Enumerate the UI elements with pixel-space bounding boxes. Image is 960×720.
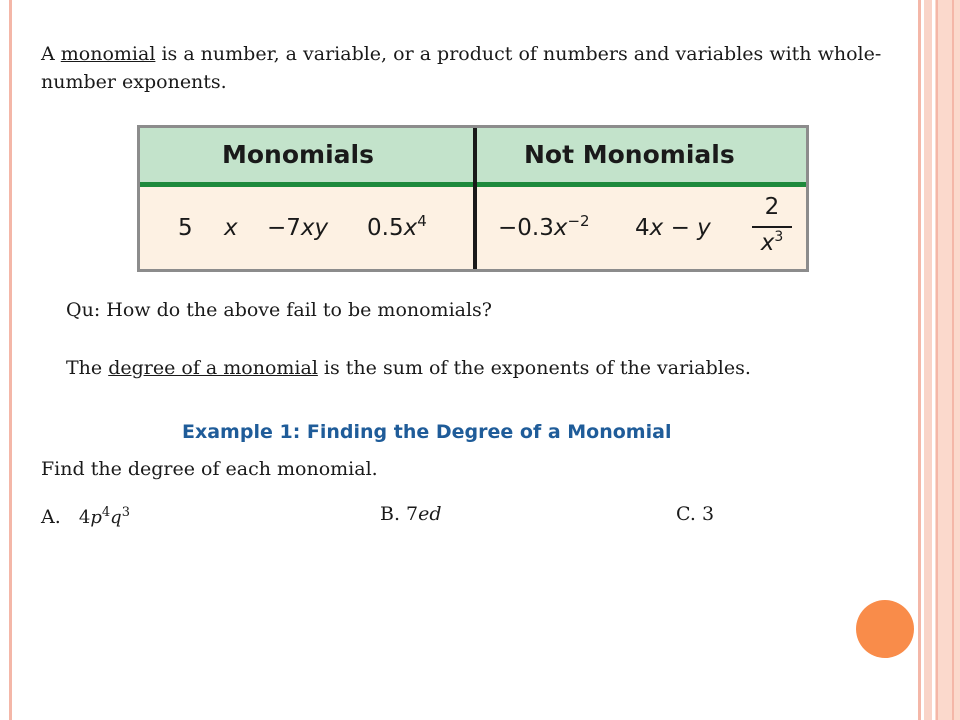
example-title: Example 1: Finding the Degree of a Monomial xyxy=(182,421,672,443)
monomial-example-3: −7xy xyxy=(267,215,329,241)
table-column-divider xyxy=(473,128,477,269)
option-b: B. 7ed xyxy=(380,503,442,525)
slide-frame-right-line xyxy=(936,0,938,720)
slide-frame-right-line-outer xyxy=(952,0,954,720)
not-monomial-example-1: $-0.3x^{-2}$ xyxy=(498,212,590,241)
slide-frame-left xyxy=(9,0,12,720)
fraction-denominator: $x^3$ xyxy=(760,229,784,256)
degree-term: degree of a monomial xyxy=(108,357,318,379)
monomials-table xyxy=(137,125,809,272)
not-monomial-example-3-fraction xyxy=(752,194,792,256)
slide-frame-right-band xyxy=(924,0,932,720)
monomial-term: monomial xyxy=(60,43,156,65)
fraction-bar xyxy=(752,226,792,228)
slide-frame-right-band-outer xyxy=(935,0,960,720)
monomial-example-2: x xyxy=(224,215,238,241)
option-c: C. 3 xyxy=(676,503,715,525)
monomial-example-1: 5 xyxy=(178,215,193,241)
not-monomial-example-2: 4x − y xyxy=(635,215,711,241)
option-a: A. $4p^4q^3$ xyxy=(41,505,130,528)
degree-definition: The degree of a monomial is the sum of the exponents of the variables. xyxy=(66,357,751,379)
question-text: Qu: How do the above fail to be monomials? xyxy=(66,299,492,321)
monomial-definition: A monomial is a number, a variable, or a product of numbers and variables with whole-number exponents. xyxy=(41,43,882,93)
slide-frame-right xyxy=(918,0,921,720)
header-not-monomials: Not Monomials xyxy=(524,140,735,169)
fraction-numerator: 2 xyxy=(764,194,780,220)
instruction-text: Find the degree of each monomial. xyxy=(41,458,378,480)
decorative-orange-circle xyxy=(856,600,914,658)
header-monomials: Monomials xyxy=(222,140,374,169)
monomial-example-4: $0.5x^4$ xyxy=(367,212,427,241)
